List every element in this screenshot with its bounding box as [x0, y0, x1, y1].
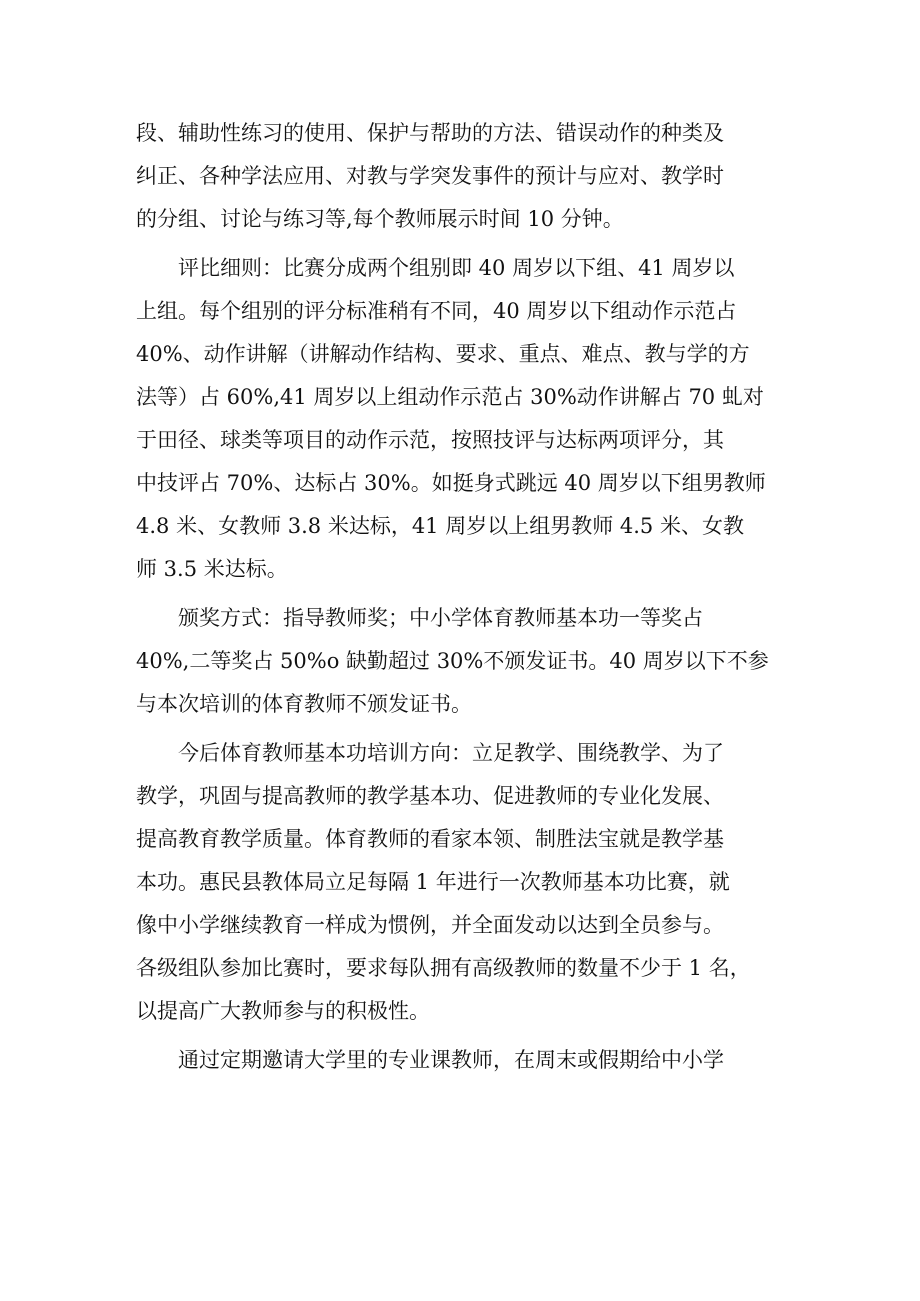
text-line: 颁奖方式：指导教师奖；中小学体育教师基本功一等奖占: [136, 606, 703, 630]
text-line: 上组。每个组别的评分标准稍有不同，40 周岁以下组动作示范占: [136, 299, 737, 323]
paragraph-4: [136, 732, 786, 1033]
text-line: 于田径、球类等项目的动作示范，按照技评与达标两项评分，其: [136, 428, 724, 452]
text-line: 的分组、讨论与练习等,每个教师展示时间 10 分钟。: [136, 207, 624, 231]
text-line: 本功。惠民县教体局立足每隔 1 年进行一次教师基本功比赛，就: [136, 870, 730, 894]
text-line: 提高教育教学质量。体育教师的看家本领、制胜法宝就是教学基: [136, 827, 724, 851]
text-line: 师 3.5 米达标。: [136, 557, 288, 581]
text-line: 纠正、各种学法应用、对教与学突发事件的预计与应对、教学时: [136, 164, 724, 188]
paragraph-1: [136, 112, 786, 241]
text-line: 中技评占 70%、达标占 30%。如挺身式跳远 40 周岁以下组男教师: [136, 471, 766, 495]
text-line: 各级组队参加比赛时，要求每队拥有高级教师的数量不少于 1 名，: [136, 956, 751, 980]
text-line: 以提高广大教师参与的积极性。: [136, 999, 430, 1023]
text-line: 4.8 米、女教师 3.8 米达标，41 周岁以上组男教师 4.5 米、女教: [136, 514, 744, 538]
text-line: 法等）占 60%,41 周岁以上组动作示范占 30%动作讲解占 70 虬对: [136, 385, 764, 409]
text-line: 像中小学继续教育一样成为惯例，并全面发动以达到全员参与。: [136, 913, 724, 937]
text-line: 40%、动作讲解（讲解动作结构、要求、重点、难点、教与学的方: [136, 342, 750, 366]
text-line: 段、辅助性练习的使用、保护与帮助的方法、错误动作的种类及: [136, 121, 724, 145]
text-line: 评比细则：比赛分成两个组别即 40 周岁以下组、41 周岁以: [136, 256, 735, 280]
paragraph-5: [136, 1039, 786, 1082]
paragraph-2: [136, 247, 786, 591]
paragraph-3: [136, 597, 786, 726]
text-line: 通过定期邀请大学里的专业课教师，在周末或假期给中小学: [136, 1048, 724, 1072]
text-line: 40%,二等奖占 50%o 缺勤超过 30%不颁发证书。40 周岁以下不参: [136, 649, 769, 673]
text-line: 今后体育教师基本功培训方向：立足教学、围绕教学、为了: [136, 741, 724, 765]
document-page: [136, 112, 786, 1082]
text-line: 教学，巩固与提高教师的教学基本功、促进教师的专业化发展、: [136, 784, 724, 808]
text-line: 与本次培训的体育教师不颁发证书。: [136, 692, 472, 716]
